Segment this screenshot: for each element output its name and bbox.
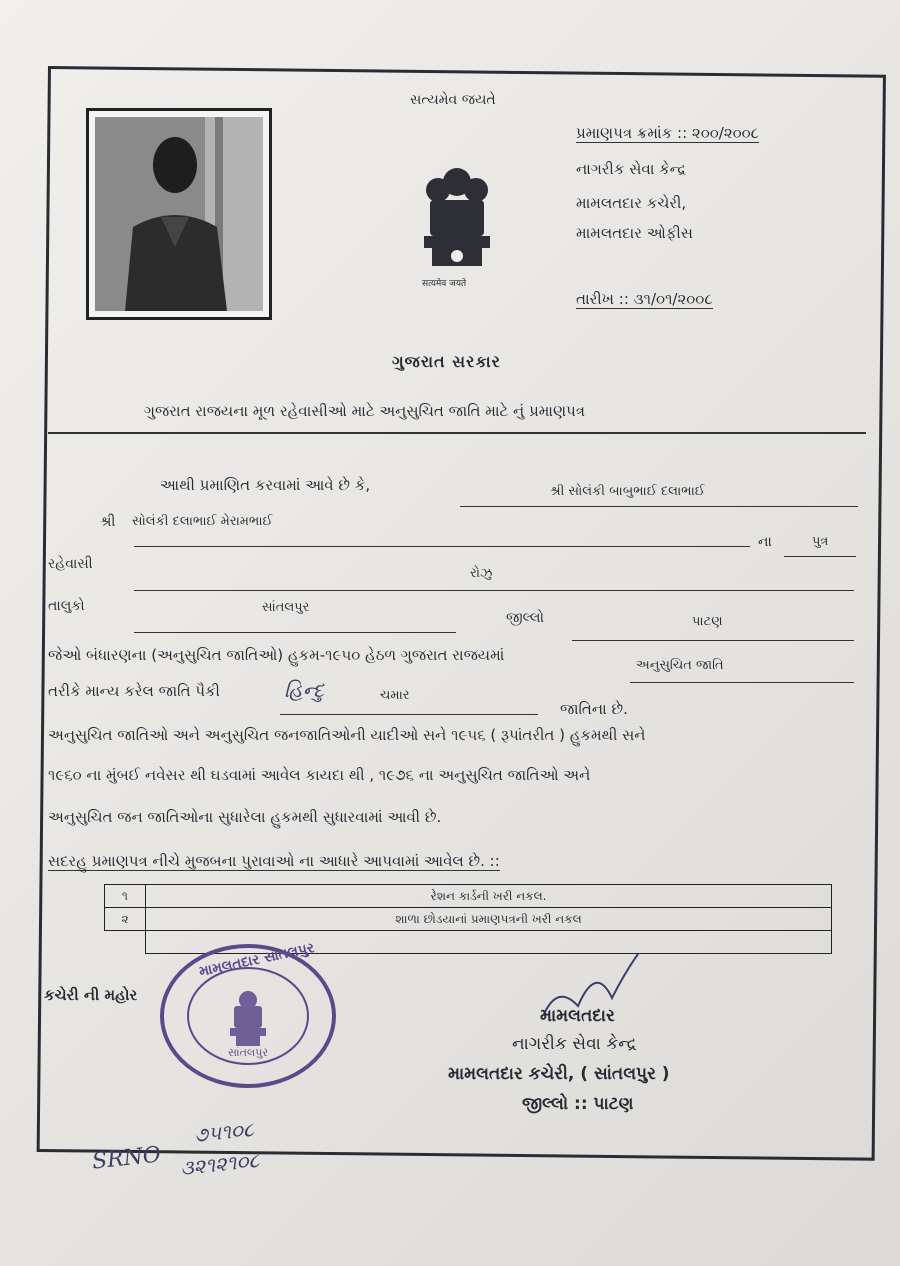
handwritten-caste-prefix: હિન્દુ (284, 678, 324, 702)
order-text: જેઓ બંધારણના (અનુસુચિત જાતિઓ) હુકમ-૧૯૫૦ હેઠળ ગુજરાત રાજયમાં (48, 646, 505, 664)
office-line-2: મામલતદાર કચેરી, (576, 194, 687, 212)
office-seal-label: કચેરી ની મહોર (44, 986, 138, 1004)
shri-label: શ્રી (100, 514, 116, 530)
residence-label: રહેવાસી (48, 556, 93, 572)
caste-suffix: જાતિના છે. (560, 700, 628, 718)
recognized-text: તરીકે માન્ય કરેલ જાતિ પૈકી (48, 682, 220, 700)
handwritten-ref-value: ૩૨૧૨૧૦૮ (178, 1147, 261, 1181)
residence-line (134, 590, 854, 591)
signatory-line-2: મામલતદાર કચેરી, ( સાંતલપુર ) (448, 1064, 670, 1084)
office-line-3: મામલતદાર ઓફીસ (576, 224, 693, 242)
taluka-value: સાંતલપુર (262, 600, 310, 615)
holder-photo (86, 108, 272, 320)
residence-value: રોઝુ (470, 566, 493, 581)
relation-value: પુત્ર (812, 534, 829, 549)
father-name-line (134, 546, 750, 547)
evidence-number: ૧ (105, 885, 146, 908)
district-line (572, 640, 854, 641)
district-value: પાટણ (692, 614, 723, 629)
legal-paragraph-2: ૧૯૬૦ ના મુંબઈ નવેસર થી ઘડવામાં આવેલ કાયદા થી , ૧૯૭૬ ના અનુસુચિત જાતિઓ અને (48, 766, 591, 784)
motto: સત્યમેવ જયતે (410, 92, 496, 108)
handwritten-srno-value: ૭૫૧૦૮ (192, 1116, 255, 1148)
evidence-number: ૨ (105, 908, 146, 931)
evidence-item: શાળા છોડયાનાં પ્રમાણપત્રની ખરી નકલ (146, 908, 832, 931)
legal-paragraph-3: અનુસુચિત જન જાતિઓના સુધારેલા હુકમથી સુધારવામાં આવી છે. (48, 808, 442, 826)
title-divider (48, 432, 866, 434)
holder-name: શ્રી સોલંકી બાબુભાઈ દલાભાઈ (550, 484, 705, 499)
signatory-line-3: જીલ્લો :: પાટણ (522, 1094, 634, 1114)
na-label: ના (758, 534, 772, 550)
signatory-line-1: નાગરીક સેવા કેન્દ્ર (512, 1034, 637, 1054)
intro-text: આથી પ્રમાણિત કરવામાં આવે છે કે, (160, 476, 371, 494)
government-title: ગુજરાત સરકાર (392, 352, 501, 371)
emblem-caption: सत्यमेव जयते (422, 279, 467, 289)
category-line (630, 682, 854, 683)
relation-line (784, 556, 856, 557)
certificate-subtitle: ગુજરાત રાજયના મૂળ રહેવાસીઓ માટે અનુસુચિત જાતિ માટે નું પ્રમાણપત્ર (144, 402, 586, 420)
table-row (105, 885, 832, 908)
seal-text-bottom: સાંતલપુર (228, 1046, 269, 1059)
signatory-title: મામલતદાર (540, 1006, 615, 1026)
father-name: સોલંકી દલાભાઈ મેરામભાઈ (132, 514, 273, 529)
office-line-1: નાગરીક સેવા કેન્દ્ર (576, 160, 687, 178)
seal-text-top: મામલતદાર સાંતલપુર (197, 939, 316, 981)
evidence-number (105, 931, 146, 954)
certificate-number: પ્રમાણપત્ર ક્રમાંક :: ૨૦૦/૨૦૦૮ (576, 124, 759, 142)
table-row (105, 908, 832, 931)
district-label: જીલ્લો (506, 610, 544, 626)
holder-name-line (460, 506, 858, 507)
issue-date: તારીખ :: ૩૧/૦૧/૨૦૦૮ (576, 290, 713, 308)
evidence-intro: સદરહુ પ્રમાણપત્ર નીચે મુજબના પુરાવાઓ ના આધારે આપવામાં આવેલ છે. :: (48, 852, 500, 870)
national-emblem-icon (412, 160, 502, 280)
caste-value: ચમાર (380, 688, 410, 703)
evidence-item: રેશન કાર્ડની ખરી નકલ. (146, 885, 832, 908)
category-value: અનુસુચિત જાતિ (636, 658, 724, 673)
taluka-line (134, 632, 456, 633)
legal-paragraph-1: અનુસુચિત જાતિઓ અને અનુસુચિત જનજાતિઓની યાદીઓ સને ૧૯૫૬ ( રૂપાંતરીત ) હુકમથી સને (48, 726, 646, 744)
handwritten-srno-label: SRNO (90, 1142, 163, 1175)
caste-line (280, 714, 538, 715)
taluka-label: તાલુકો (48, 598, 85, 614)
